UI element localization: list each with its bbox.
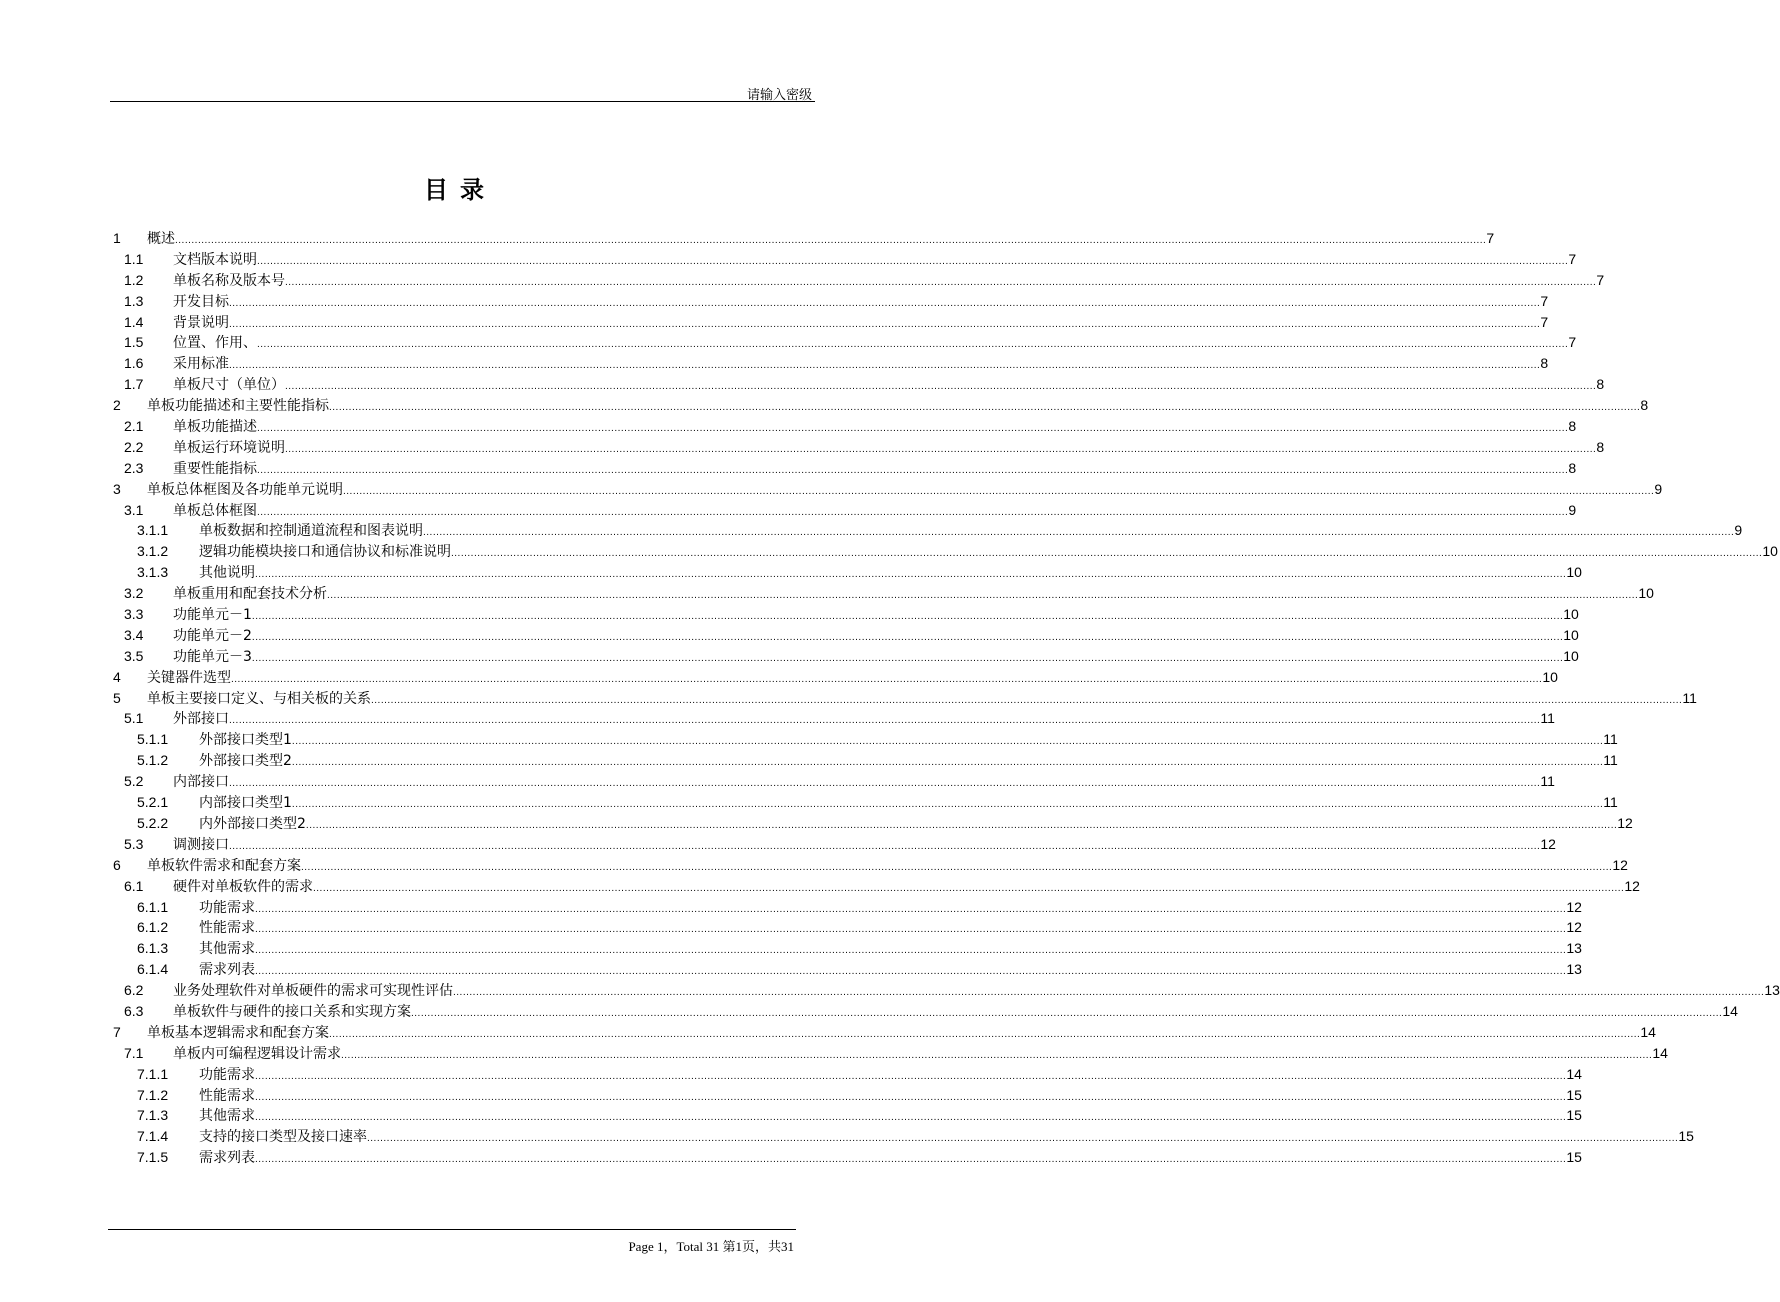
toc-entry-title: 单板重用和配套技术分析 — [173, 586, 327, 603]
toc-entry[interactable] — [0, 646, 1579, 667]
toc-dot-leader: ................................................................................................................................................................................................................................................................................................................................................................................................................ — [285, 443, 1597, 455]
toc-entry-title: 单板软件需求和配套方案 — [147, 857, 301, 874]
toc-dot-leader: ................................................................................................................................................................................................................................................................................................................................................................................................................ — [257, 423, 1569, 435]
toc-entry-title: 单板总体框图 — [173, 502, 257, 519]
toc-entry-page: 13 — [1566, 940, 1582, 957]
toc-entry-page: 7 — [1596, 271, 1605, 288]
toc-entry-number: 3 — [113, 480, 121, 497]
toc-dot-leader: ................................................................................................................................................................................................................................................................................................................................................................................................................ — [285, 276, 1597, 288]
toc-entry-page: 8 — [1568, 459, 1577, 476]
toc-entry-page: 15 — [1566, 1149, 1582, 1166]
toc-entry-number: 7.1.1 — [137, 1065, 169, 1082]
toc-entry-page: 10 — [1638, 585, 1654, 602]
toc-dot-leader: ................................................................................................................................................................................................................................................................................................................................................................................................................ — [255, 569, 1567, 581]
toc-entry[interactable] — [0, 876, 1640, 897]
toc-dot-leader: ................................................................................................................................................................................................................................................................................................................................................................................................................ — [423, 527, 1735, 539]
toc-entry-title: 逻辑功能模块接口和通信协议和标准说明 — [199, 544, 451, 561]
toc-dot-leader: ................................................................................................................................................................................................................................................................................................................................................................................................................ — [313, 882, 1625, 894]
toc-entry-number: 6 — [113, 856, 121, 873]
toc-entry-title: 其他需求 — [199, 941, 255, 958]
toc-entry[interactable] — [0, 792, 1618, 813]
toc-entry-number: 3.1.1 — [137, 522, 169, 539]
toc-dot-leader: ................................................................................................................................................................................................................................................................................................................................................................................................................ — [251, 611, 1564, 623]
toc-entry[interactable] — [0, 688, 1697, 709]
toc-entry[interactable] — [0, 353, 1549, 374]
toc-entry[interactable] — [0, 458, 1577, 479]
toc-entry-title: 开发目标 — [173, 293, 229, 310]
toc-entry-page: 8 — [1540, 355, 1549, 372]
toc-entry[interactable] — [0, 625, 1579, 646]
toc-dot-leader: ................................................................................................................................................................................................................................................................................................................................................................................................................ — [229, 360, 1541, 372]
toc-entry-title: 单板名称及版本号 — [173, 272, 285, 289]
toc-dot-leader: ................................................................................................................................................................................................................................................................................................................................................................................................................ — [255, 903, 1567, 915]
toc-entry-page: 7 — [1540, 292, 1549, 309]
toc-entry-page: 14 — [1652, 1044, 1668, 1061]
toc-entry[interactable] — [0, 771, 1555, 792]
toc-entry-number: 1.6 — [124, 355, 144, 372]
toc-dot-leader: ................................................................................................................................................................................................................................................................................................................................................................................................................ — [367, 1133, 1679, 1145]
toc-entry-number: 5.2.1 — [137, 794, 169, 811]
toc-dot-leader: ................................................................................................................................................................................................................................................................................................................................................................................................................ — [341, 1049, 1653, 1061]
toc-entry[interactable] — [0, 1105, 1582, 1126]
toc-entry[interactable] — [0, 959, 1582, 980]
toc-entry-page: 15 — [1566, 1086, 1582, 1103]
toc-entry-title: 支持的接口类型及接口速率 — [199, 1129, 367, 1146]
toc-entry-title: 背景说明 — [173, 314, 229, 331]
toc-dot-leader: ................................................................................................................................................................................................................................................................................................................................................................................................................ — [257, 464, 1569, 476]
toc-entry-number: 5.3 — [124, 835, 144, 852]
toc-entry-number: 6.1.4 — [137, 961, 169, 978]
toc-dot-leader: ................................................................................................................................................................................................................................................................................................................................................................................................................ — [257, 255, 1569, 267]
toc-entry[interactable] — [0, 1043, 1668, 1064]
toc-entry-title: 单板运行环境说明 — [173, 439, 285, 456]
toc-dot-leader: ................................................................................................................................................................................................................................................................................................................................................................................................................ — [371, 694, 1683, 706]
toc-entry[interactable] — [0, 228, 1495, 249]
toc-entry[interactable] — [0, 541, 1778, 562]
header-classification: 请输入密级 — [746, 88, 812, 103]
toc-entry-title: 单板主要接口定义、与相关板的关系 — [147, 690, 371, 707]
toc-entry-number: 6.1.3 — [137, 940, 169, 957]
toc-entry-title: 单板数据和控制通道流程和图表说明 — [199, 523, 423, 540]
toc-entry[interactable] — [0, 897, 1582, 918]
toc-dot-leader: ................................................................................................................................................................................................................................................................................................................................................................................................................ — [255, 945, 1567, 957]
toc-entry-page: 15 — [1678, 1128, 1694, 1145]
toc-entry-title: 单板功能描述 — [173, 419, 257, 436]
toc-entry[interactable] — [0, 374, 1605, 395]
toc-dot-leader: ................................................................................................................................................................................................................................................................................................................................................................................................................ — [231, 673, 1543, 685]
toc-dot-leader: ................................................................................................................................................................................................................................................................................................................................................................................................................ — [255, 966, 1567, 978]
toc-entry-title: 其他需求 — [199, 1108, 255, 1125]
toc-entry-page: 11 — [1603, 752, 1618, 769]
toc-entry-page: 15 — [1566, 1107, 1582, 1124]
toc-entry[interactable] — [0, 416, 1577, 437]
toc-entry-title: 文档版本说明 — [173, 251, 257, 268]
toc-entry[interactable] — [0, 834, 1556, 855]
toc-dot-leader: ................................................................................................................................................................................................................................................................................................................................................................................................................ — [411, 1007, 1723, 1019]
toc-dot-leader: ................................................................................................................................................................................................................................................................................................................................................................................................................ — [229, 778, 1541, 790]
toc-entry-number: 7 — [113, 1023, 121, 1040]
toc-entry-title: 内外部接口类型2 — [199, 815, 306, 832]
toc-entry-number: 1.7 — [124, 376, 144, 393]
footer-rule — [108, 1229, 796, 1230]
toc-entry-number: 5.2 — [124, 773, 144, 790]
toc-entry-title: 业务处理软件对单板硬件的需求可实现性评估 — [173, 983, 453, 1000]
toc-entry[interactable] — [0, 1001, 1738, 1022]
toc-entry-number: 6.1.2 — [137, 919, 169, 936]
toc-entry-page: 14 — [1640, 1023, 1656, 1040]
toc-entry-page: 7 — [1540, 313, 1549, 330]
toc-entry-number: 2.1 — [124, 418, 144, 435]
toc-entry[interactable] — [0, 437, 1605, 458]
toc-dot-leader: ................................................................................................................................................................................................................................................................................................................................................................................................................ — [229, 840, 1541, 852]
toc-dot-leader: ................................................................................................................................................................................................................................................................................................................................................................................................................ — [285, 381, 1597, 393]
toc-entry-title: 单板内可编程逻辑设计需求 — [173, 1045, 341, 1062]
toc-entry-title: 关键器件选型 — [147, 669, 231, 686]
toc-entry[interactable] — [0, 1085, 1582, 1106]
toc-entry[interactable] — [0, 583, 1654, 604]
toc-entry-page: 11 — [1682, 689, 1697, 706]
toc-dot-leader: ................................................................................................................................................................................................................................................................................................................................................................................................................ — [343, 485, 1655, 497]
toc-entry-page: 8 — [1640, 397, 1649, 414]
toc-entry-page: 11 — [1603, 731, 1618, 748]
toc-entry-title: 单板软件与硬件的接口关系和实现方案 — [173, 1003, 411, 1020]
toc-dot-leader: ................................................................................................................................................................................................................................................................................................................................................................................................................ — [257, 506, 1569, 518]
toc-dot-leader: ................................................................................................................................................................................................................................................................................................................................................................................................................ — [229, 318, 1541, 330]
toc-entry-number: 3.1.3 — [137, 564, 169, 581]
toc-dot-leader: ................................................................................................................................................................................................................................................................................................................................................................................................................ — [229, 297, 1541, 309]
toc-entry[interactable] — [0, 917, 1582, 938]
toc-entry-number: 5.1.2 — [137, 752, 169, 769]
toc-entry-number: 5.1.1 — [137, 731, 169, 748]
toc-entry-title: 外部接口 — [173, 711, 229, 728]
toc-dot-leader: ................................................................................................................................................................................................................................................................................................................................................................................................................ — [327, 590, 1639, 602]
toc-dot-leader: ................................................................................................................................................................................................................................................................................................................................................................................................................ — [255, 1091, 1567, 1103]
toc-dot-leader: ................................................................................................................................................................................................................................................................................................................................................................................................................ — [229, 715, 1541, 727]
toc-entry-page: 14 — [1566, 1065, 1582, 1082]
header-rule — [110, 101, 815, 102]
toc-entry[interactable] — [0, 667, 1558, 688]
toc-entry-title: 单板功能描述和主要性能指标 — [147, 398, 329, 415]
toc-entry[interactable] — [0, 729, 1618, 750]
toc-entry-page: 7 — [1568, 334, 1577, 351]
toc-entry-page: 10 — [1563, 606, 1579, 623]
toc-entry[interactable] — [0, 604, 1579, 625]
toc-entry[interactable] — [0, 813, 1633, 834]
toc-entry-title: 功能需求 — [199, 1066, 255, 1083]
toc-entry-page: 8 — [1568, 418, 1577, 435]
toc-entry-page: 10 — [1762, 543, 1778, 560]
toc-entry-number: 1.5 — [124, 334, 144, 351]
toc-entry[interactable] — [0, 249, 1577, 270]
toc-entry-number: 7.1 — [124, 1044, 144, 1061]
toc-dot-leader: ................................................................................................................................................................................................................................................................................................................................................................................................................ — [451, 548, 1763, 560]
toc-entry-title: 单板基本逻辑需求和配套方案 — [147, 1024, 329, 1041]
toc-entry-page: 12 — [1617, 814, 1633, 831]
toc-entry-title: 功能单元－1 — [173, 607, 252, 624]
toc-entry-title: 内部接口类型1 — [199, 795, 292, 812]
toc-dot-leader: ................................................................................................................................................................................................................................................................................................................................................................................................................ — [329, 402, 1641, 414]
toc-entry-number: 2 — [113, 397, 121, 414]
toc-entry-title: 概述 — [147, 231, 175, 247]
toc-entry[interactable] — [0, 520, 1743, 541]
toc-entry[interactable] — [0, 270, 1605, 291]
toc-entry-page: 13 — [1566, 961, 1582, 978]
toc-entry-number: 5 — [113, 689, 121, 706]
toc-title: 目录 — [424, 176, 496, 204]
toc-dot-leader: ................................................................................................................................................................................................................................................................................................................................................................................................................ — [301, 861, 1613, 873]
toc-entry-number: 7.1.5 — [137, 1149, 169, 1166]
toc-entry-number: 3.2 — [124, 585, 144, 602]
toc-entry-page: 12 — [1566, 898, 1582, 915]
toc-entry-title: 外部接口类型1 — [199, 732, 292, 749]
toc-entry-number: 7.1.2 — [137, 1086, 169, 1103]
toc-entry-page: 12 — [1540, 835, 1556, 852]
toc-entry-title: 采用标准 — [173, 356, 229, 373]
toc-entry[interactable] — [0, 562, 1582, 583]
toc-entry-page: 7 — [1486, 230, 1495, 246]
toc-entry-title: 功能需求 — [199, 899, 255, 916]
toc-entry-number: 7.1.3 — [137, 1107, 169, 1124]
toc-entry[interactable] — [0, 855, 1628, 876]
toc-entry-title: 单板尺寸（单位） — [173, 377, 285, 394]
toc-dot-leader: ................................................................................................................................................................................................................................................................................................................................................................................................................ — [255, 1070, 1567, 1082]
toc-entry[interactable] — [0, 291, 1549, 312]
toc-dot-leader: ................................................................................................................................................................................................................................................................................................................................................................................................................ — [251, 652, 1564, 664]
toc-dot-leader: ................................................................................................................................................................................................................................................................................................................................................................................................................ — [255, 1154, 1567, 1166]
toc-entry-title: 性能需求 — [199, 920, 255, 937]
toc-entry-page: 7 — [1568, 250, 1577, 267]
toc-entry-number: 1.3 — [124, 292, 144, 309]
toc-entry-page: 9 — [1568, 501, 1577, 518]
toc-entry[interactable] — [0, 1022, 1656, 1043]
footer-page-info: Page 1，Total 31 第1页，共31 — [628, 1239, 794, 1254]
toc-entry-number: 3.3 — [124, 606, 144, 623]
toc-entry-title: 硬件对单板软件的需求 — [173, 878, 313, 895]
toc-entry-page: 12 — [1612, 856, 1628, 873]
toc-entry-number: 6.2 — [124, 982, 144, 999]
toc-entry-title: 单板总体框图及各功能单元说明 — [147, 481, 343, 498]
toc-entry-title: 功能单元－2 — [173, 627, 252, 644]
toc-entry-number: 2.2 — [124, 438, 144, 455]
toc-entry-title: 位置、作用、 — [173, 335, 257, 352]
toc-entry-number: 4 — [113, 668, 121, 685]
toc-entry[interactable] — [0, 312, 1549, 333]
toc-entry-title: 重要性能指标 — [173, 460, 257, 477]
toc-dot-leader: ................................................................................................................................................................................................................................................................................................................................................................................................................ — [291, 799, 1604, 811]
toc-entry-page: 9 — [1734, 522, 1743, 539]
toc-entry-page: 11 — [1540, 773, 1555, 790]
toc-entry[interactable] — [0, 1064, 1582, 1085]
toc-entry[interactable] — [0, 750, 1618, 771]
toc-entry[interactable] — [0, 980, 1780, 1001]
toc-entry[interactable] — [0, 1147, 1582, 1168]
toc-dot-leader: ................................................................................................................................................................................................................................................................................................................................................................................................................ — [329, 1028, 1641, 1040]
toc-entry-number: 1.1 — [124, 250, 144, 267]
toc-entry-page: 12 — [1624, 877, 1640, 894]
toc-entry-page: 11 — [1540, 710, 1555, 727]
toc-entry-number: 3.1 — [124, 501, 144, 518]
toc-dot-leader: ................................................................................................................................................................................................................................................................................................................................................................................................................ — [291, 757, 1604, 769]
toc-entry[interactable] — [0, 708, 1555, 729]
toc-entry-page: 11 — [1603, 794, 1618, 811]
toc-entry[interactable] — [0, 1126, 1694, 1147]
toc-entry-page: 10 — [1542, 668, 1558, 685]
toc-entry-number: 3.5 — [124, 647, 144, 664]
toc-dot-leader: ................................................................................................................................................................................................................................................................................................................................................................................................................ — [305, 819, 1618, 831]
toc-entry-number: 3.1.2 — [137, 543, 169, 560]
toc-entry-title: 功能单元－3 — [173, 648, 252, 665]
toc-entry[interactable] — [0, 500, 1577, 521]
toc-entry-number: 6.1.1 — [137, 898, 169, 915]
toc-entry[interactable] — [0, 479, 1663, 500]
toc-entry-number: 5.2.2 — [137, 814, 169, 831]
toc-dot-leader: ................................................................................................................................................................................................................................................................................................................................................................................................................ — [255, 1112, 1567, 1124]
toc-entry-title: 外部接口类型2 — [199, 753, 292, 770]
toc-entry-number: 6.1 — [124, 877, 144, 894]
toc-entry-page: 14 — [1722, 1002, 1738, 1019]
toc-entry-title: 其他说明 — [199, 565, 255, 582]
toc-entry-page: 13 — [1764, 982, 1780, 999]
toc-entry-page: 12 — [1566, 919, 1582, 936]
table-of-contents — [0, 228, 1780, 1168]
toc-entry[interactable] — [0, 332, 1577, 353]
toc-entry-number: 6.3 — [124, 1002, 144, 1019]
toc-entry[interactable] — [0, 938, 1582, 959]
toc-entry-title: 内部接口 — [173, 774, 229, 791]
toc-entry-number: 2.3 — [124, 459, 144, 476]
toc-entry-page: 10 — [1563, 626, 1579, 643]
toc-entry-page: 10 — [1563, 647, 1579, 664]
toc-entry-number: 1.2 — [124, 271, 144, 288]
toc-entry-number: 1 — [113, 230, 121, 246]
toc-entry-title: 调测接口 — [173, 836, 229, 853]
toc-entry-page: 9 — [1654, 480, 1663, 497]
toc-dot-leader: ................................................................................................................................................................................................................................................................................................................................................................................................................ — [453, 987, 1765, 999]
toc-dot-leader: ................................................................................................................................................................................................................................................................................................................................................................................................................ — [291, 736, 1604, 748]
toc-dot-leader: ................................................................................................................................................................................................................................................................................................................................................................................................................ — [255, 924, 1567, 936]
toc-entry-title: 需求列表 — [199, 1150, 255, 1167]
toc-dot-leader: ................................................................................................................................................................................................................................................................................................................................................................................................................ — [257, 339, 1569, 351]
toc-entry-page: 8 — [1596, 376, 1605, 393]
toc-entry-number: 7.1.4 — [137, 1128, 169, 1145]
toc-entry-title: 性能需求 — [199, 1087, 255, 1104]
toc-dot-leader: ................................................................................................................................................................................................................................................................................................................................................................................................................ — [251, 631, 1564, 643]
toc-entry-number: 5.1 — [124, 710, 144, 727]
toc-entry-page: 10 — [1566, 564, 1582, 581]
toc-entry-title: 需求列表 — [199, 962, 255, 979]
toc-entry-page: 8 — [1596, 438, 1605, 455]
toc-entry-number: 1.4 — [124, 313, 144, 330]
toc-entry[interactable] — [0, 395, 1649, 416]
toc-entry-number: 3.4 — [124, 626, 144, 643]
toc-dot-leader: ................................................................................................................................................................................................................................................................................................................................................................................................................ — [175, 235, 1487, 246]
